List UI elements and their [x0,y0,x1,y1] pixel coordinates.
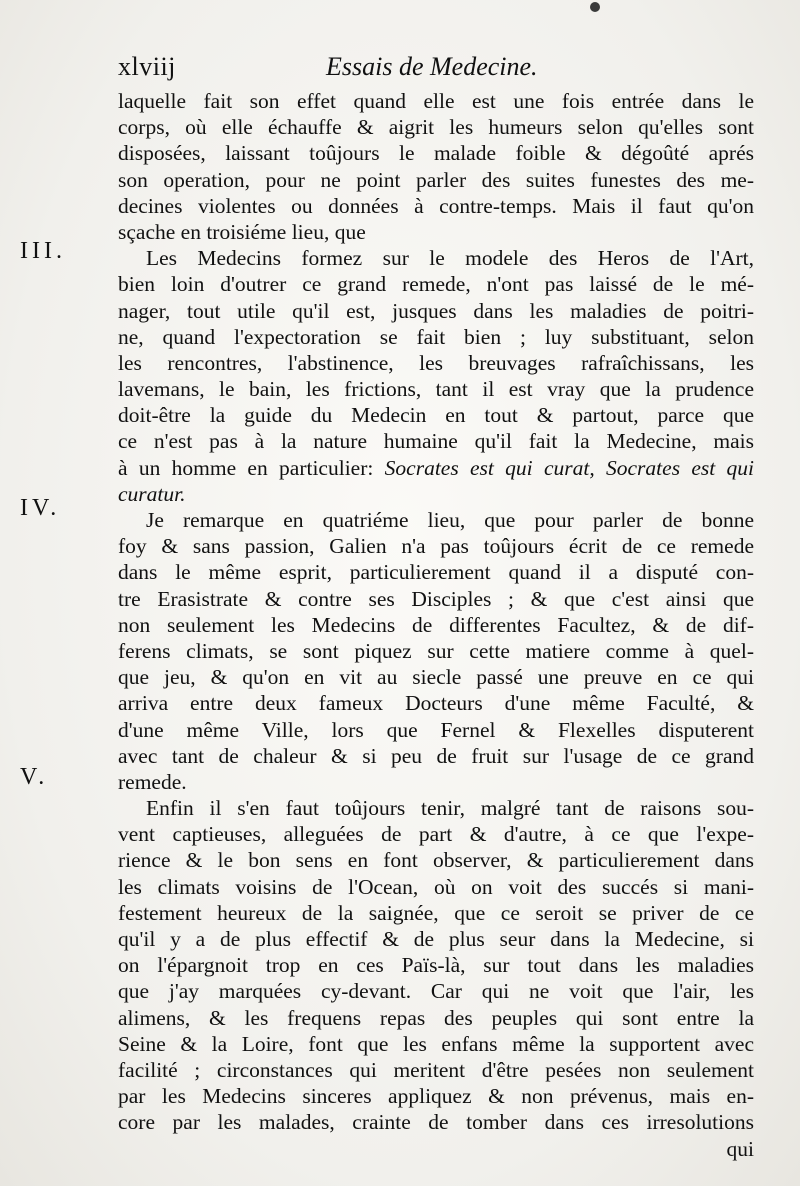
folio: xlviij [118,52,176,81]
text-line: qu'il y a de plus effectif & de plus seur dans la Medecine, si [118,927,754,951]
text-line: tre Erasistrate & contre ses Disciples ; & que c'est ainsi que [118,586,754,611]
text-line: ferens climats, se sont piquez sur cette matiere comme à quel- [118,638,754,663]
text-line: ce n'est pas à la nature humaine qu'il fait la Medecine, mais [118,429,754,454]
text-line: vent captieuses, alleguées de part & d'autre, à ce que l'expe- [118,822,754,847]
text-line: on l'épargnoit trop en ces Païs-là, sur tout dans les maladies [118,953,754,978]
text-line: non seulement les Medecins de differentes Facultez, & de dif- [118,612,754,637]
margin-numeral-3: III. [20,238,66,264]
margin-numeral-4: IV. [20,495,61,521]
text-line: que jeu, & qu'on en vit au siecle passé une preuve en ce qui [118,665,754,690]
text-line: nager, tout utile qu'il est, jusques dans les maladies de poitri- [118,298,754,323]
text-line: Je remarque en quatriéme lieu, que pour parler de bonne [146,508,754,532]
text-line: decines violentes ou données à contre-temps. Mais il faut qu'on [118,193,754,218]
text-line: Les Medecins formez sur le modele des Heros de l'Art, [146,246,754,271]
text-line: rience & le bon sens en font observer, & particulierement dans [118,848,754,873]
catchword: qui [726,1136,754,1161]
ink-blot [590,2,600,12]
text-line: lavemans, le bain, les frictions, tant il est vray que la prudence [118,377,754,402]
text-line: disposées, laissant toûjours le malade foible & dégoûté aprés [118,141,754,166]
latin-quote: Socrates est qui curat, Socrates est qui [384,455,755,480]
text-line: son operation, pour ne point parler des suites funestes des me- [118,167,754,192]
text-line: foy & sans passion, Galien n'a pas toûjours écrit de ce remede [118,534,754,559]
running-title: Essais de Medecine. [326,52,538,81]
page-header [118,52,758,86]
text-line: doit-être la guide du Medecin en tout & partout, parce que [118,403,754,428]
text-line: Enfin il s'en faut toûjours tenir, malgré tant de raisons sou- [146,796,754,821]
text-line: les rencontres, l'abstinence, les breuvages rafraîchissans, les [118,350,754,375]
text-line: alimens, & les frequens repas des peuples qui sont entre la [118,1005,754,1030]
text-line: festement heureux de la saignée, que ce seroit se priver de ce [118,900,754,925]
text-line: facilité ; circonstances qui meritent d'être pesées non seulement [118,1057,754,1082]
text-line: core par les malades, crainte de tomber dans ces irresolutions [118,1110,754,1135]
text-line-with-quote [118,455,754,481]
text-line: remede. [118,769,187,794]
text-line: Seine & la Loire, font que les enfans même la supportent avec [118,1031,754,1056]
text-line: d'une même Ville, lors que Fernel & Flexelles disputerent [118,717,754,742]
text-line: arriva entre deux fameux Docteurs d'une même Faculté, & [118,691,754,716]
text-line: corps, où elle échauffe & aigrit les humeurs selon qu'elles sont [118,115,754,140]
text-line: laquelle fait son effet quand elle est une fois entrée dans le [118,89,754,113]
text-fragment: à un homme en particulier: [118,455,374,480]
text-line: sçache en troisiéme lieu, que [118,219,366,244]
text-line: ne, quand l'expectoration se fait bien ; luy substituant, selon [118,324,754,349]
body-text [118,88,754,1162]
text-line: que j'ay marquées cy-devant. Car qui ne voit que l'air, les [118,979,754,1004]
text-line: les climats voisins de l'Ocean, où on voit des succés si mani- [118,874,754,899]
latin-quote-end: curatur. [118,481,186,506]
text-line: par les Medecins sinceres appliquez & non prévenus, mais en- [118,1084,754,1109]
text-line: avec tant de chaleur & si peu de fruit sur l'usage de ce grand [118,743,754,768]
margin-numeral-5: V. [20,764,49,790]
text-line: bien loin d'outrer ce grand remede, n'ont pas laissé de le mé- [118,272,754,297]
text-line: dans le même esprit, particulierement quand il a disputé con- [118,560,754,585]
